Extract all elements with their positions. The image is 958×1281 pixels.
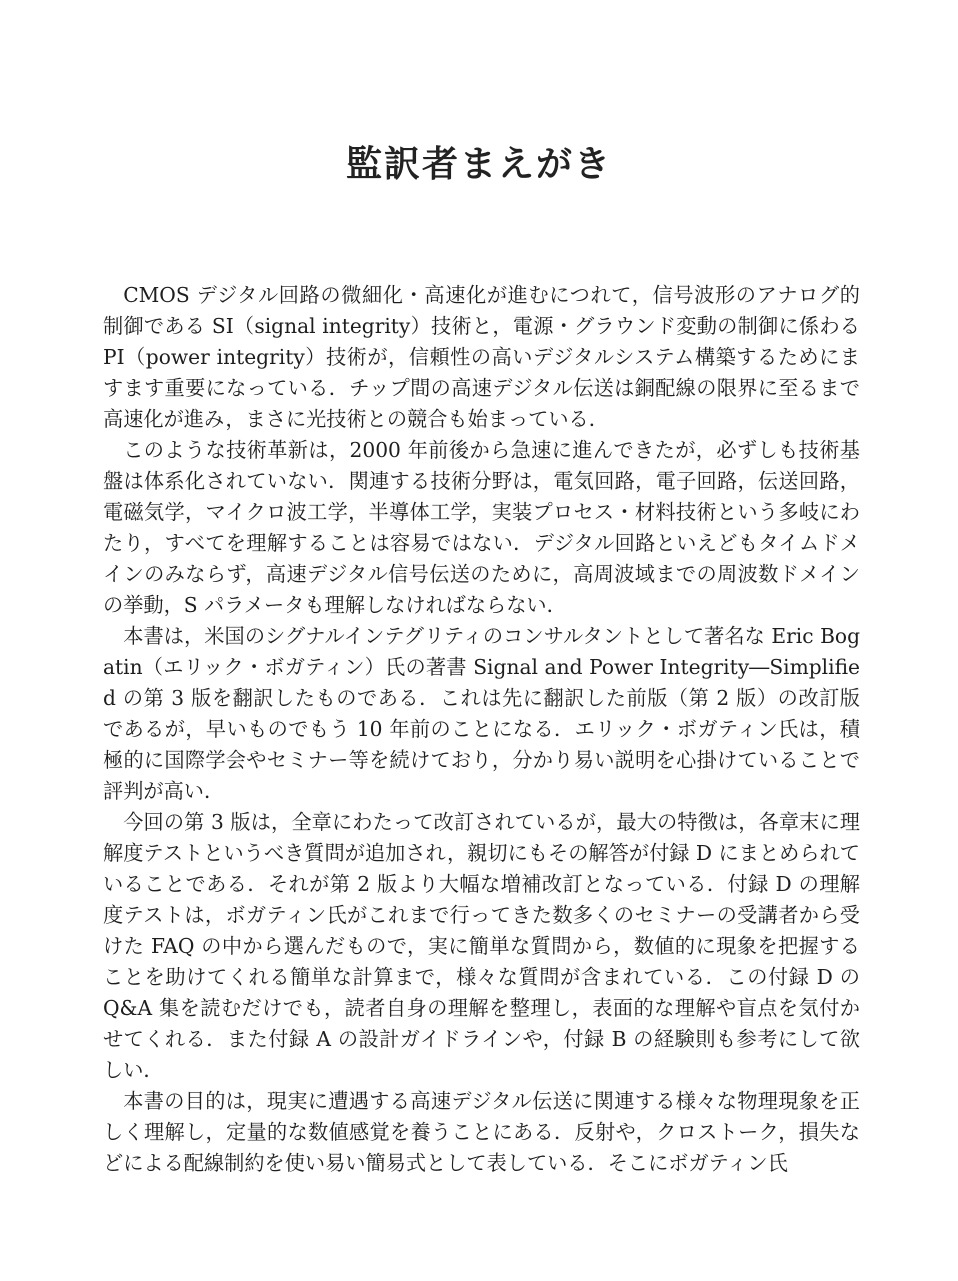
preface-body [103,280,860,1179]
paragraph-3: 本書は，米国のシグナルインテグリティのコンサルタントとして著名な Eric Bogatin（エリック・ボガティン）氏の著書 Signal and Power Integrity―Simplified の第 3 版を翻訳したものである．これは先に翻訳した前版（第 2 版）の改訂版であるが，早いものでもう 10 年前のことになる．エリック・ボガティン氏は，積極的に国際学会やセミナー等を続けており，分かり易い説明を心掛けていることで評判が高い． [103,624,860,803]
paragraph-1: CMOS デジタル回路の微細化・高速化が進むにつれて，信号波形のアナログ的制御である SI（signal integrity）技術と，電源・グラウンド変動の制御に係わる PI（power integrity）技術が，信頼性の高いデジタルシステム構築するためにますます重要になっている．チップ間の高速デジタル伝送は銅配線の限界に至るまで高速化が進み，まさに光技術との競合も始まっている． [103,283,860,431]
page-title: 監訳者まえがき [345,144,612,186]
paragraph-2: このような技術革新は，2000 年前後から急速に進んできたが，必ずしも技術基盤は体系化されていない．関連する技術分野は，電気回路，電子回路，伝送回路，電磁気学，マイクロ波工学，半導体工学，実装プロセス・材料技術という多岐にわたり，すべてを理解することは容易ではない．デジタル回路といえどもタイムドメインのみならず，高速デジタル信号伝送のために，高周波域までの周波数ドメインの挙動，S パラメータも理解しなければならない． [103,438,860,617]
paragraph-4: 今回の第 3 版は，全章にわたって改訂されているが，最大の特徴は，各章末に理解度テストというべき質問が追加され，親切にもその解答が付録 D にまとめられていることである．それが第 2 版より大幅な増補改訂となっている．付録 D の理解度テストは，ボガティン氏がこれまで行ってきた数多くのセミナーの受講者から受けた FAQ の中から選んだもので，実に簡単な質問から，数値的に現象を把握することを助けてくれる簡単な計算まで，様々な質問が含まれている．この付録 D の Q&A 集を読むだけでも，読者自身の理解を整理し，表面的な理解や盲点を気付かせてくれる．また付録 A の設計ガイドラインや，付録 B の経験則も参考にして欲しい． [103,810,860,1082]
paragraph-5: 本書の目的は，現実に遭遇する高速デジタル伝送に関連する様々な物理現象を正しく理解し，定量的な数値感覚を養うことにある．反射や，クロストーク，損失などによる配線制約を使い易い簡易式として表している．そこにボガティン氏 [103,1089,860,1175]
